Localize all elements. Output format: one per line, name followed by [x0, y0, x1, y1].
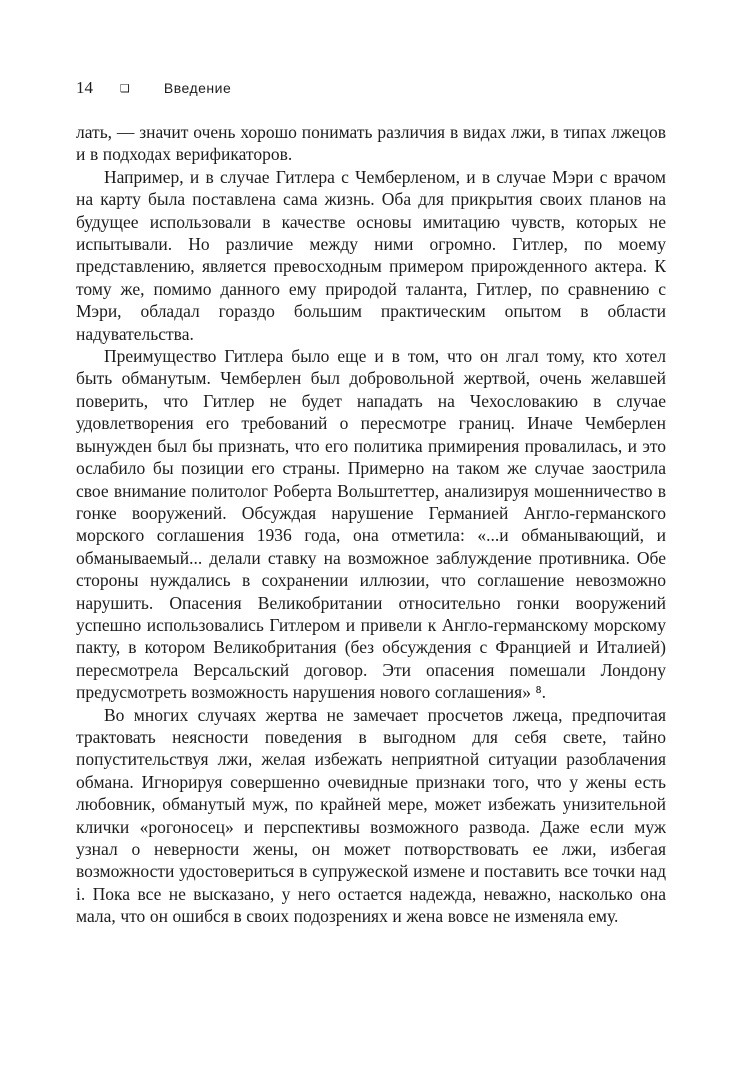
body-text [76, 121, 666, 928]
section-title: Введение [163, 80, 232, 96]
page-number: 14 [76, 78, 93, 97]
square-bullet-icon: ❑ [120, 82, 130, 95]
paragraph-continuation: лать, — значит очень хорошо понимать различия в видах лжи, в типах лжецов и в подходах верификаторов. [76, 122, 666, 165]
running-head [76, 78, 666, 100]
paragraph: Преимущество Гитлера было еще и в том, что он лгал тому, кто хотел быть обманутым. Чемберлен был добровольной жертвой, очень желавшей поверить, что Гитлер не будет нападать на Чехословакию в случае удовлетворения его требований о пересмотре границ. Иначе Чемберлен вынужден был бы признать, что его политика примирения провалилась, и это ослабило бы позиции его страны. Примерно на таком же случае заострила свое внимание политолог Роберта Вольштеттер, анализируя мошенничество в гонке вооружений. Обсуждая нарушение Германией Англо-германского морского соглашения 1936 года, она отметила: «...и обманывающий, и обманываемый... делали ставку на возможное заблуждение противника. Обе стороны нуждались в сохранении иллюзии, что соглашение невозможно нарушить. Опасения Великобритании относительно гонки вооружений успешно использовались Гитлером и привели к Англо-германскому морскому пакту, в котором Великобритания (без обсуждения с Францией и Италией) пересмотрела Версальский договор. Эти опасения помешали Лондону предусмотреть возможность нарушения нового соглашения» ⁸. [76, 346, 666, 703]
paragraph: Во многих случаях жертва не замечает просчетов лжеца, предпочитая трактовать неясности поведения в выгодном для себя свете, тайно попустительствуя лжи, желая избежать неприятной ситуации разоблачения обмана. Игнорируя совершенно очевидные признаки того, что у жены есть любовник, обманутый муж, по крайней мере, может избежать унизительной клички «рогоносец» и перспективы возможного развода. Даже если муж узнал о неверности жены, он может потворствовать ее лжи, избегая возможности удостовериться в супружеской измене и поставить все точки над i. Пока все не высказано, у него остается надежда, неважно, насколько она мала, что он ошибся в своих подозрениях и жена вовсе не изменяла ему. [76, 704, 666, 927]
paragraph: Например, и в случае Гитлера с Чемберленом, и в случае Мэри с врачом на карту была поставлена сама жизнь. Оба для прикрытия своих планов на будущее использовали в качестве основы имитацию чувств, которых не испытывали. Но различие между ними огромно. Гитлер, по моему представлению, является превосходным примером прирожденного актера. К тому же, помимо данного ему природой таланта, Гитлер, по сравнению с Мэри, обладал гораздо большим практическим опытом в области надувательства. [76, 166, 666, 344]
